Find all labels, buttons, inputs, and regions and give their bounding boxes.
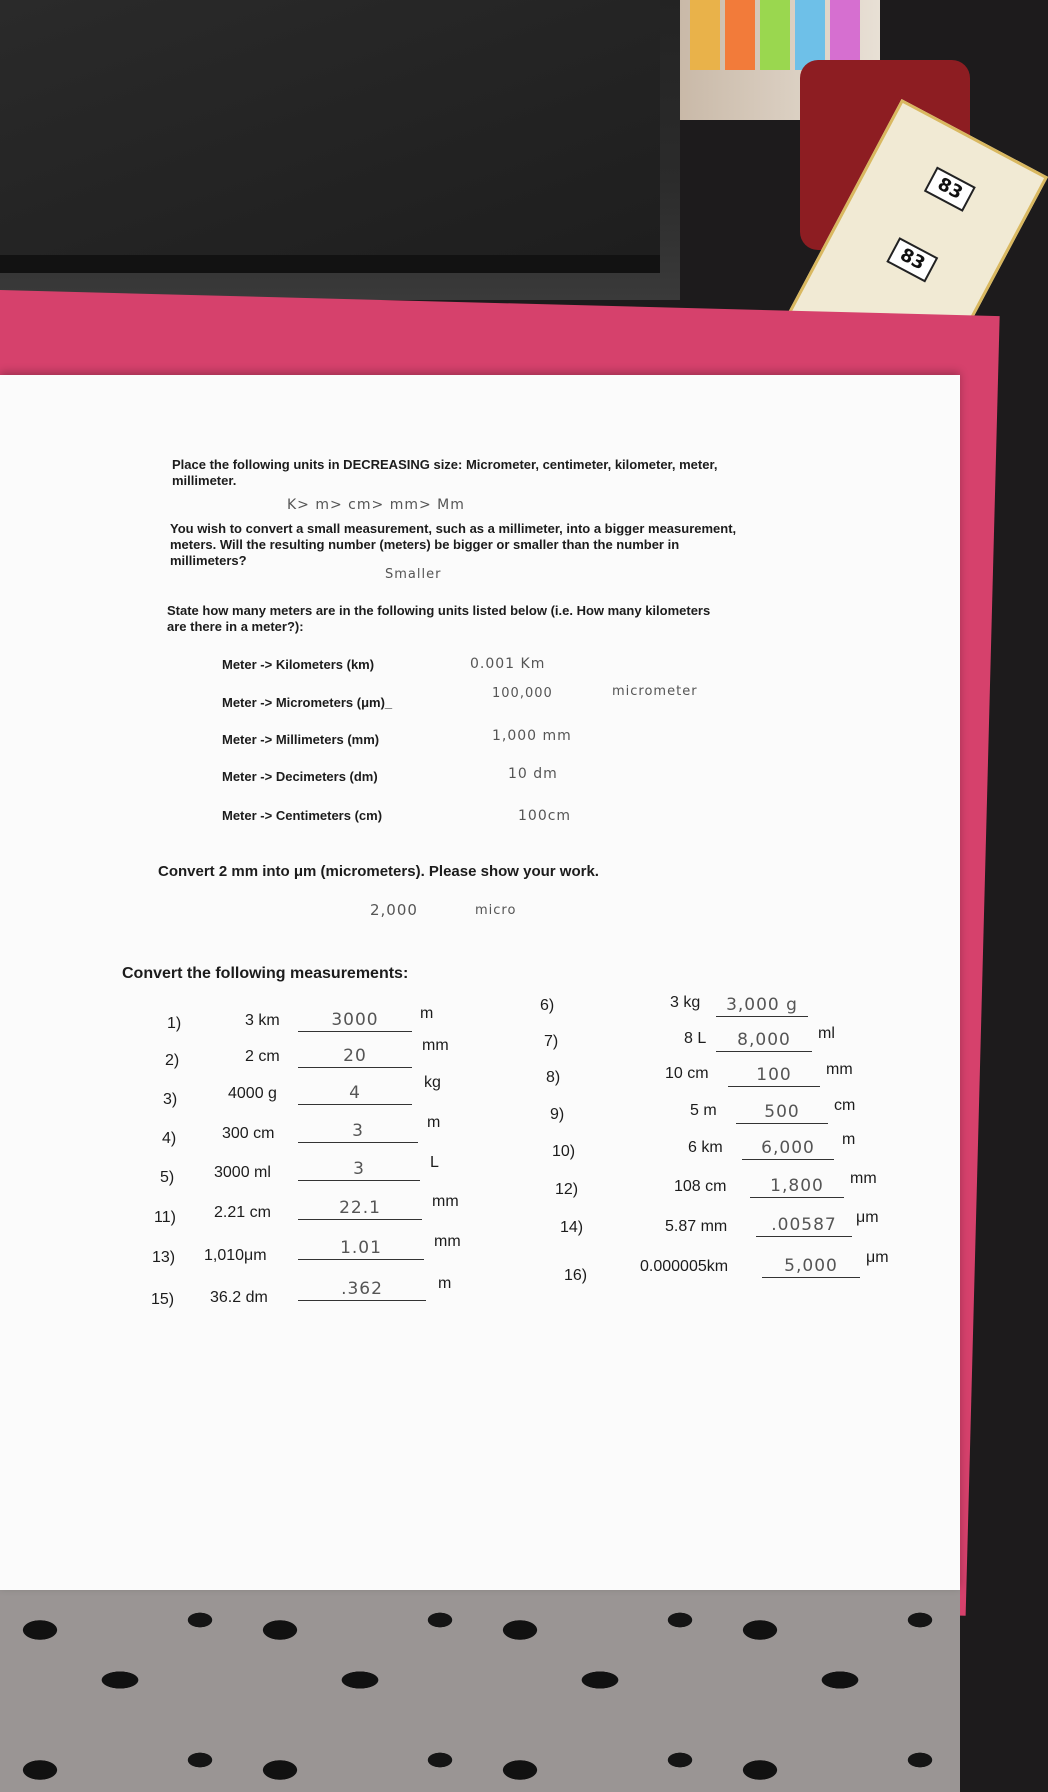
meter-row-label: Meter -> Decimeters (dm): [222, 769, 378, 784]
question-1-text-line2: millimeter.: [172, 473, 237, 488]
answer-blank: .00587: [756, 1214, 852, 1237]
answer-blank: 500: [736, 1101, 828, 1124]
worksheet-paper: [0, 375, 960, 1590]
handwritten-answer-2: Smaller: [385, 567, 442, 582]
problem-unit: μm: [856, 1209, 879, 1226]
convert-answer-unit: micro: [475, 903, 517, 918]
answer-blank: 1,800: [750, 1175, 844, 1198]
problem-number: 15): [151, 1291, 175, 1308]
meter-row-label: Meter -> Kilometers (km): [222, 657, 375, 672]
convert-heading: Convert the following measurements:: [122, 965, 409, 982]
problem-number: 4): [162, 1130, 177, 1147]
problem-unit: mm: [422, 1037, 449, 1054]
problem-value: 3 kg: [670, 994, 701, 1011]
convert-answer: 2,000: [370, 901, 418, 919]
answer-blank: 3: [298, 1120, 418, 1143]
problem-value: 36.2 dm: [210, 1289, 268, 1306]
answer-blank: 3,000 g: [716, 994, 808, 1017]
problem-number: 2): [165, 1052, 180, 1069]
problem-value: 108 cm: [674, 1178, 727, 1195]
convert-question: Convert 2 mm into μm (micrometers). Please show your work.: [158, 863, 599, 880]
question-2-text-line2: meters. Will the resulting number (meters) be bigger or smaller than the number in: [170, 537, 680, 552]
problem-unit: m: [420, 1005, 434, 1022]
problem-number: 1): [167, 1015, 182, 1032]
problem-unit: kg: [424, 1074, 441, 1091]
meter-row-label: Meter -> Millimeters (mm): [222, 732, 380, 747]
problem-number: 10): [552, 1143, 576, 1160]
box-label: 83: [886, 237, 938, 282]
answer-blank: 5,000: [762, 1255, 860, 1278]
problem-unit: mm: [434, 1233, 461, 1250]
meter-row-answer: 100cm: [518, 808, 572, 824]
question-2-text: You wish to convert a small measurement, such as a millimeter, into a bigger measurement,: [170, 521, 737, 536]
problem-unit: mm: [850, 1170, 877, 1187]
problem-number: 11): [154, 1209, 176, 1226]
answer-blank: 8,000: [716, 1029, 812, 1052]
monitor-screen: [0, 0, 660, 273]
question-1-text: Place the following units in DECREASING size: Micrometer, centimeter, kilometer, meter,: [172, 457, 718, 472]
problem-number: 8): [546, 1069, 561, 1086]
computer-monitor: [0, 0, 680, 300]
problem-unit: ml: [818, 1025, 835, 1042]
meter-row-answer: 0.001 Km: [470, 656, 546, 672]
handwritten-answer-1: K> m> cm> mm> Mm: [287, 497, 465, 513]
problem-value: 300 cm: [222, 1125, 275, 1142]
problem-number: 16): [564, 1267, 588, 1284]
meter-row-answer: 1,000 mm: [492, 728, 572, 744]
problem-number: 6): [540, 997, 555, 1014]
meter-row-extra: micrometer: [612, 684, 698, 699]
answer-blank: 20: [298, 1045, 412, 1068]
answer-blank: 100: [728, 1064, 820, 1087]
problem-unit: m: [438, 1275, 452, 1292]
answer-blank: 22.1: [298, 1197, 422, 1220]
problem-number: 13): [152, 1249, 176, 1266]
meter-row-label: Meter -> Centimeters (cm): [222, 808, 383, 823]
problem-number: 12): [555, 1181, 579, 1198]
problem-value: 3 km: [245, 1012, 280, 1029]
problem-value: 0.000005km: [640, 1258, 729, 1275]
problem-number: 3): [163, 1091, 178, 1108]
meter-row-answer: 100,000: [492, 686, 553, 701]
question-2-text-line3: millimeters?: [170, 553, 247, 568]
answer-blank: 3000: [298, 1009, 412, 1032]
problem-number: 5): [160, 1169, 175, 1186]
question-3-text-line2: are there in a meter?):: [167, 619, 304, 634]
problem-value: 4000 g: [228, 1085, 277, 1102]
problem-unit: mm: [826, 1061, 853, 1078]
meter-row-label: Meter -> Micrometers (μm)_: [222, 695, 393, 710]
box-label: 83: [924, 166, 976, 211]
problem-value: 8 L: [684, 1030, 707, 1047]
problem-unit: m: [427, 1114, 441, 1131]
problem-unit: mm: [432, 1193, 459, 1210]
problem-value: 6 km: [688, 1139, 723, 1156]
meter-row-answer: 10 dm: [508, 766, 558, 782]
problem-value: 5.87 mm: [665, 1218, 728, 1235]
problem-unit: cm: [834, 1097, 856, 1114]
problem-value: 2 cm: [245, 1048, 280, 1065]
problem-unit: m: [842, 1131, 856, 1148]
problem-value: 1,010μm: [204, 1247, 267, 1264]
answer-blank: 1.01: [298, 1237, 424, 1260]
marker-strip: [760, 0, 790, 70]
answer-blank: .362: [298, 1278, 426, 1301]
answer-blank: 3: [298, 1158, 420, 1181]
problem-unit: μm: [866, 1249, 889, 1266]
problem-value: 10 cm: [665, 1065, 709, 1082]
marker-strip: [690, 0, 720, 70]
problem-number: 7): [544, 1033, 559, 1050]
problem-value: 2.21 cm: [214, 1204, 271, 1221]
problem-unit: L: [430, 1154, 439, 1171]
marker-strip: [725, 0, 755, 70]
question-3-text: State how many meters are in the following units listed below (i.e. How many kilometers: [167, 603, 711, 618]
answer-blank: 4: [298, 1082, 412, 1105]
problem-number: 14): [560, 1219, 584, 1236]
answer-blank: 6,000: [742, 1137, 834, 1160]
problem-value: 3000 ml: [214, 1164, 271, 1181]
leopard-fabric: [0, 1590, 960, 1792]
problem-number: 9): [550, 1106, 565, 1123]
problem-value: 5 m: [690, 1102, 717, 1119]
